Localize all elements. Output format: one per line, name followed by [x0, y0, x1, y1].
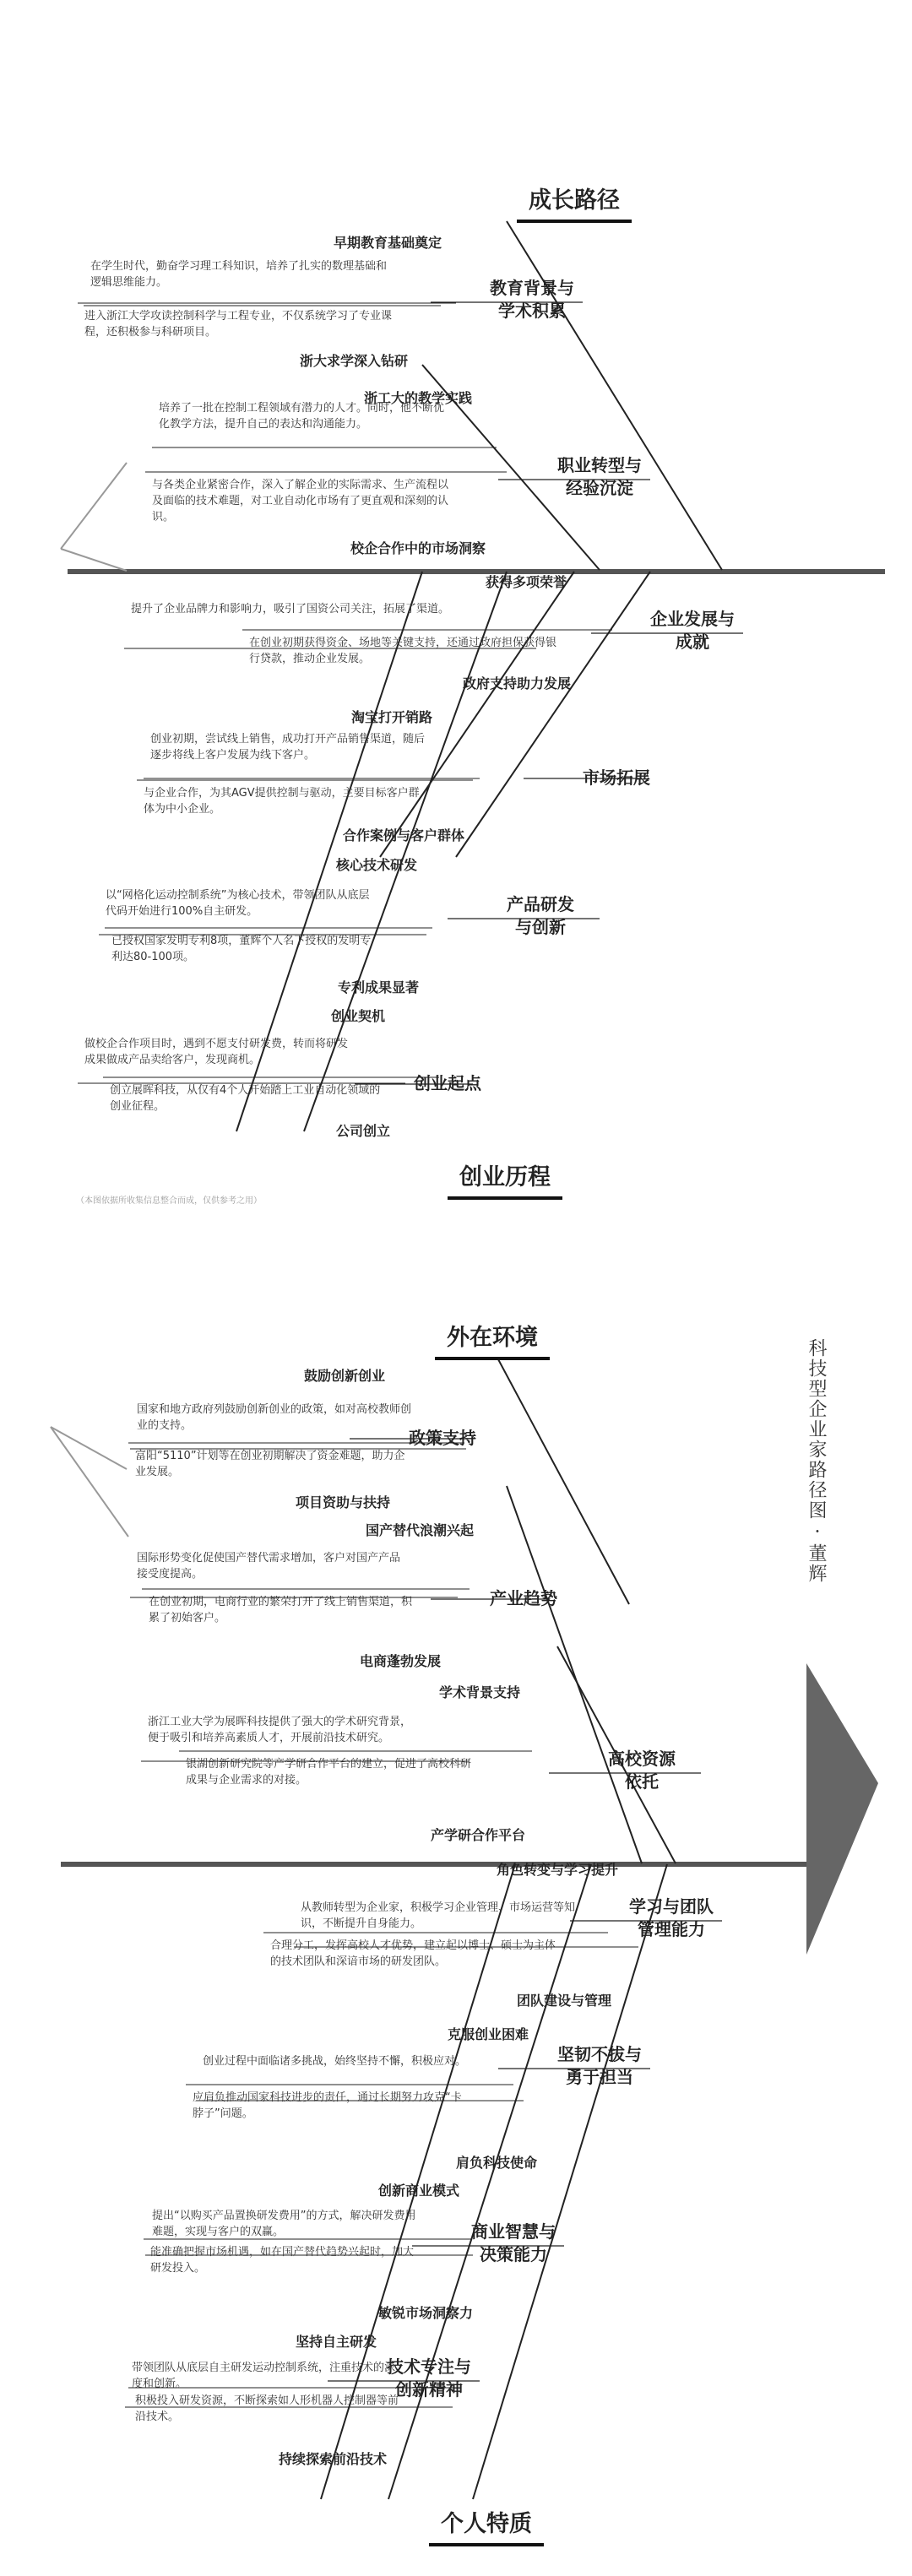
main-bone: [498, 1359, 629, 1604]
category-label: 产品研发 与创新: [507, 894, 574, 937]
item-title: 淘宝打开销路: [351, 709, 433, 725]
item-title: 政府支持助力发展: [463, 675, 572, 691]
tail-upper-line-2: [51, 1427, 127, 1469]
item-title: 合作案例与客户群体: [343, 827, 465, 843]
item-title: 获得多项荣誉: [486, 574, 567, 590]
category-label: 政策支持: [409, 1428, 476, 1448]
arrow-head: [806, 1663, 878, 1955]
item-title: 项目资助与扶持: [296, 1494, 391, 1510]
tail-lower-line-2: [51, 1427, 128, 1537]
item-desc: 合理分工，发挥高校人才优势，建立起以博士、硕士为主体的技术团队和深谙市场的研发团队。: [270, 1939, 556, 1968]
category-label: 产业趋势: [490, 1588, 557, 1608]
item-title: 敏锐市场洞察力: [378, 2305, 474, 2321]
diagram-title: 科技型企业家路径图 · 董辉: [806, 1338, 827, 1584]
item-desc: 国家和地方政府列鼓励创新创业的政策，如对高校教师创业的支持。: [137, 1403, 412, 1432]
item-title: 团队建设与管理: [517, 1993, 612, 2009]
item-title: 早期教育基础奠定: [334, 235, 442, 251]
item-desc: 做校企合作项目时，遇到不愿支付研发费，转而将研发成果做成产品卖给客户，发现商机。: [84, 1038, 349, 1066]
item-desc: 银湖创新研究院等产学研合作平台的建立，促进了高校科研成果与企业需求的对接。: [186, 1758, 472, 1787]
item-desc: 富阳“5110”计划等在创业初期解决了资金难题，助力企业发展。: [135, 1450, 405, 1478]
item-title: 浙工大的教学实践: [364, 390, 473, 406]
item-desc: 创业过程中面临诸多挑战，始终坚持不懈，积极应对。: [203, 2055, 467, 2068]
item-title: 学术背景支持: [439, 1684, 521, 1700]
item-title: 肩负科技使命: [456, 2155, 538, 2171]
category-label: 创业起点: [414, 1073, 481, 1093]
section-heading: 个人特质: [429, 2506, 544, 2546]
item-title: 创业契机: [331, 1008, 386, 1024]
item-desc: 在学生时代，勤奋学习理工科知识，培养了扎实的数理基础和逻辑思维能力。: [90, 260, 388, 289]
item-desc: 积极投入研发资源，不断探索如人形机器人控制器等前沿技术。: [135, 2394, 399, 2423]
item-desc: 与各类企业紧密合作，深入了解企业的实际需求、生产流程以及面临的技术难题，对工业自动化市场有了更直观和深刻的认识。: [152, 479, 449, 523]
tail-upper-line: [61, 463, 127, 549]
item-title: 电商蓬勃发展: [360, 1653, 442, 1669]
item-title: 持续探索前沿技术: [279, 2451, 388, 2467]
category-label: 市场拓展: [583, 767, 650, 788]
item-title: 创新商业模式: [378, 2183, 460, 2199]
source-note: （本图依据所收集信息整合而成，仅供参考之用）: [76, 1196, 262, 1206]
item-desc: 在创业初期，电商行业的繁荣打开了线上销售渠道，积累了初始客户。: [149, 1596, 413, 1624]
item-title: 产学研合作平台: [431, 1827, 526, 1843]
item-desc: 从教师转型为企业家，积极学习企业管理、市场运营等知识，不断提升自身能力。: [301, 1901, 576, 1930]
item-title: 角色转变与学习提升: [497, 1862, 619, 1878]
item-desc: 在创业初期获得资金、场地等关键支持，还通过政府担保获得银行贷款，推动企业发展。: [249, 637, 557, 665]
item-title: 国产替代浪潮兴起: [366, 1522, 475, 1538]
item-title: 克服创业困难: [448, 2026, 529, 2042]
item-desc: 进入浙江大学攻读控制科学与工程专业，不仅系统学习了专业课程，还积极参与科研项目。: [84, 310, 393, 339]
category-label: 高校资源 依托: [608, 1749, 676, 1792]
item-desc: 应肩负推动国家科技进步的责任，通过长期努力攻克“卡脖子”问题。: [193, 2091, 462, 2120]
item-desc: 能准确把握市场机遇，如在国产替代趋势兴起时，加大研发投入。: [150, 2246, 415, 2275]
item-title: 浙大求学深入钻研: [300, 353, 409, 369]
section-heading: 成长路径: [517, 182, 632, 223]
item-title: 专利成果显著: [338, 979, 420, 995]
item-desc: 提出“以购买产品置换研发费用”的方式，解决研发费用难题，实现与客户的双赢。: [152, 2210, 416, 2238]
item-desc: 创立展晖科技，从仅有4个人开始踏上工业自动化领域的创业征程。: [110, 1084, 381, 1113]
category-label: 学习与团队 管理能力: [629, 1896, 714, 1939]
item-desc: 浙江工业大学为展晖科技提供了强大的学术研究背景，便于吸引和培养高素质人才，开展前沿技术研究。: [148, 1716, 412, 1744]
category-label: 职业转型与 经验沉淀: [557, 455, 642, 498]
category-label: 商业智慧与 决策能力: [471, 2221, 556, 2264]
item-desc: 培养了一批在控制工程领域有潜力的人才。同时，他不断优化教学方法，提升自己的表达和沟通能力。: [159, 402, 445, 431]
item-desc: 国际形势变化促使国产替代需求增加，客户对国产产品接受度提高。: [137, 1552, 401, 1581]
item-title: 核心技术研发: [336, 857, 418, 873]
main-bone: [507, 221, 722, 570]
main-bone: [507, 1486, 642, 1863]
item-desc: 带领团队从底层自主研发运动控制系统，注重技术的深度和创新。: [132, 2362, 396, 2390]
item-title: 校企合作中的市场洞察: [350, 540, 486, 556]
item-desc: 与企业合作，为其AGV提供控制与驱动，主要目标客户群体为中小企业。: [144, 787, 420, 816]
item-desc: 已授权国家发明专利8项，董辉个人名下授权的发明专利达80-100项。: [111, 935, 372, 963]
category-label: 坚韧不拔与 勇于担当: [557, 2044, 642, 2087]
category-label: 教育背景与 学术积累: [490, 278, 574, 321]
item-desc: 以“网格化运动控制系统”为核心技术，带领团队从底层代码开始进行100%自主研发。: [106, 889, 370, 918]
item-desc: 提升了企业品牌力和影响力，吸引了国资公司关注，拓展了渠道。: [131, 603, 450, 616]
category-label: 技术专注与 创新精神: [387, 2356, 471, 2400]
tail-lower-line: [61, 549, 127, 571]
category-label: 企业发展与 成就: [650, 609, 735, 652]
item-desc: 创业初期，尝试线上销售，成功打开产品销售渠道，随后逐步将线上客户发展为线下客户。: [150, 733, 426, 762]
item-title: 坚持自主研发: [296, 2334, 377, 2350]
section-heading: 创业历程: [448, 1159, 562, 1200]
section-heading: 外在环境: [435, 1320, 550, 1360]
item-title: 公司创立: [336, 1123, 391, 1139]
item-title: 鼓励创新创业: [304, 1368, 386, 1384]
